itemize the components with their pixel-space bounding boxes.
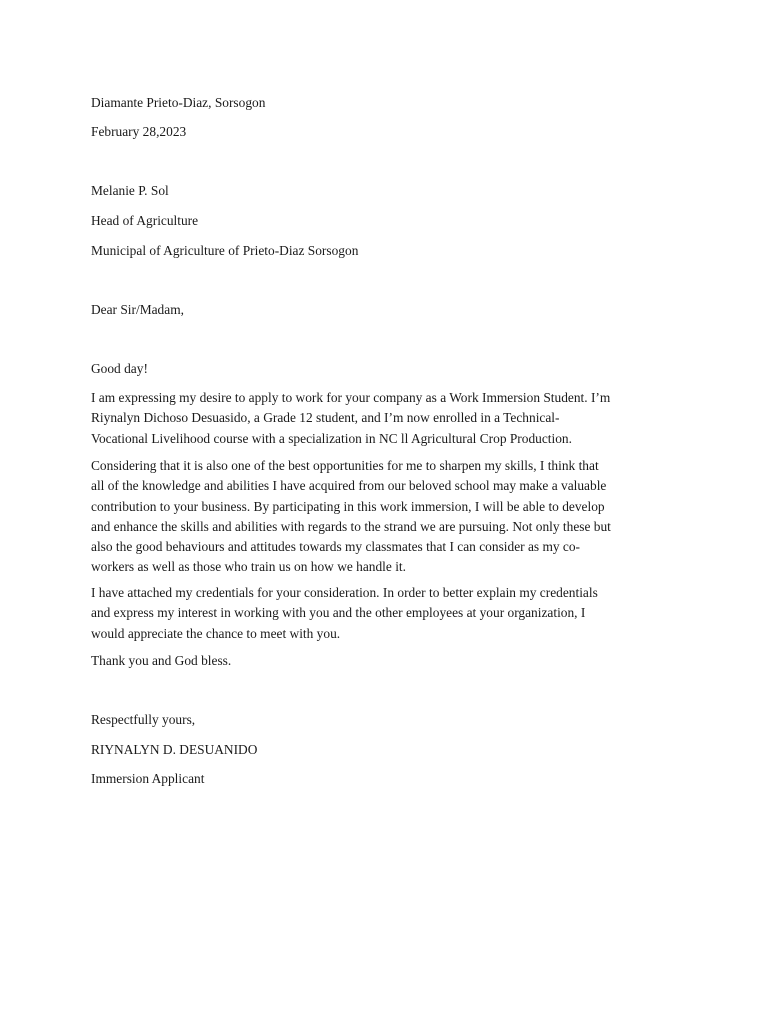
- paragraph-line: also the good behaviours and attitudes towards my classmates that I can consider as my co-: [91, 539, 581, 555]
- signer-name: RIYNALYN D. DESUANIDO: [91, 742, 258, 757]
- recipient-organization: Municipal of Agriculture of Prieto-Diaz Sorsogon: [91, 243, 359, 258]
- paragraph-line: workers as well as those who train us on how we handle it.: [91, 559, 406, 575]
- sender-address: Diamante Prieto-Diaz, Sorsogon: [91, 95, 266, 110]
- letter-date: February 28,2023: [91, 124, 187, 139]
- paragraph-line: Vocational Livelihood course with a specialization in NC ll Agricultural Crop Production.: [91, 430, 572, 446]
- paragraph-line: would appreciate the chance to meet with you.: [91, 625, 341, 641]
- paragraph-line: I have attached my credentials for your consideration. In order to better explain my credentials: [91, 585, 598, 600]
- paragraph-line: Considering that it is also one of the best opportunities for me to sharpen my skills, I think that: [91, 458, 599, 473]
- paragraph-line: and enhance the skills and abilities with regards to the strand we are pursuing. Not only these but: [91, 518, 611, 534]
- signer-role: Immersion Applicant: [91, 771, 205, 786]
- complimentary-close: Respectfully yours,: [91, 712, 196, 727]
- greeting: Good day!: [91, 361, 148, 376]
- body-paragraph-3: [91, 583, 598, 644]
- salutation: Dear Sir/Madam,: [91, 302, 184, 317]
- paragraph-line: I am expressing my desire to apply to work for your company as a Work Immersion Student. I’m: [91, 390, 611, 405]
- paragraph-line: all of the knowledge and abilities I have acquired from our beloved school may make a valuable: [91, 478, 607, 494]
- paragraph-line: Riynalyn Dichoso Desuasido, a Grade 12 student, and I’m now enrolled in a Technical-: [91, 410, 560, 426]
- paragraph-line: and express my interest in working with you and the other employees at your organization, I: [91, 605, 586, 621]
- body-paragraph-2: [91, 456, 611, 578]
- recipient-title: Head of Agriculture: [91, 213, 199, 228]
- paragraph-line: contribution to your business. By participating in this work immersion, I will be able to develop: [91, 498, 605, 514]
- body-paragraph-1: [91, 388, 610, 449]
- recipient-name: Melanie P. Sol: [91, 183, 169, 198]
- body-paragraph-4: Thank you and God bless.: [91, 653, 232, 668]
